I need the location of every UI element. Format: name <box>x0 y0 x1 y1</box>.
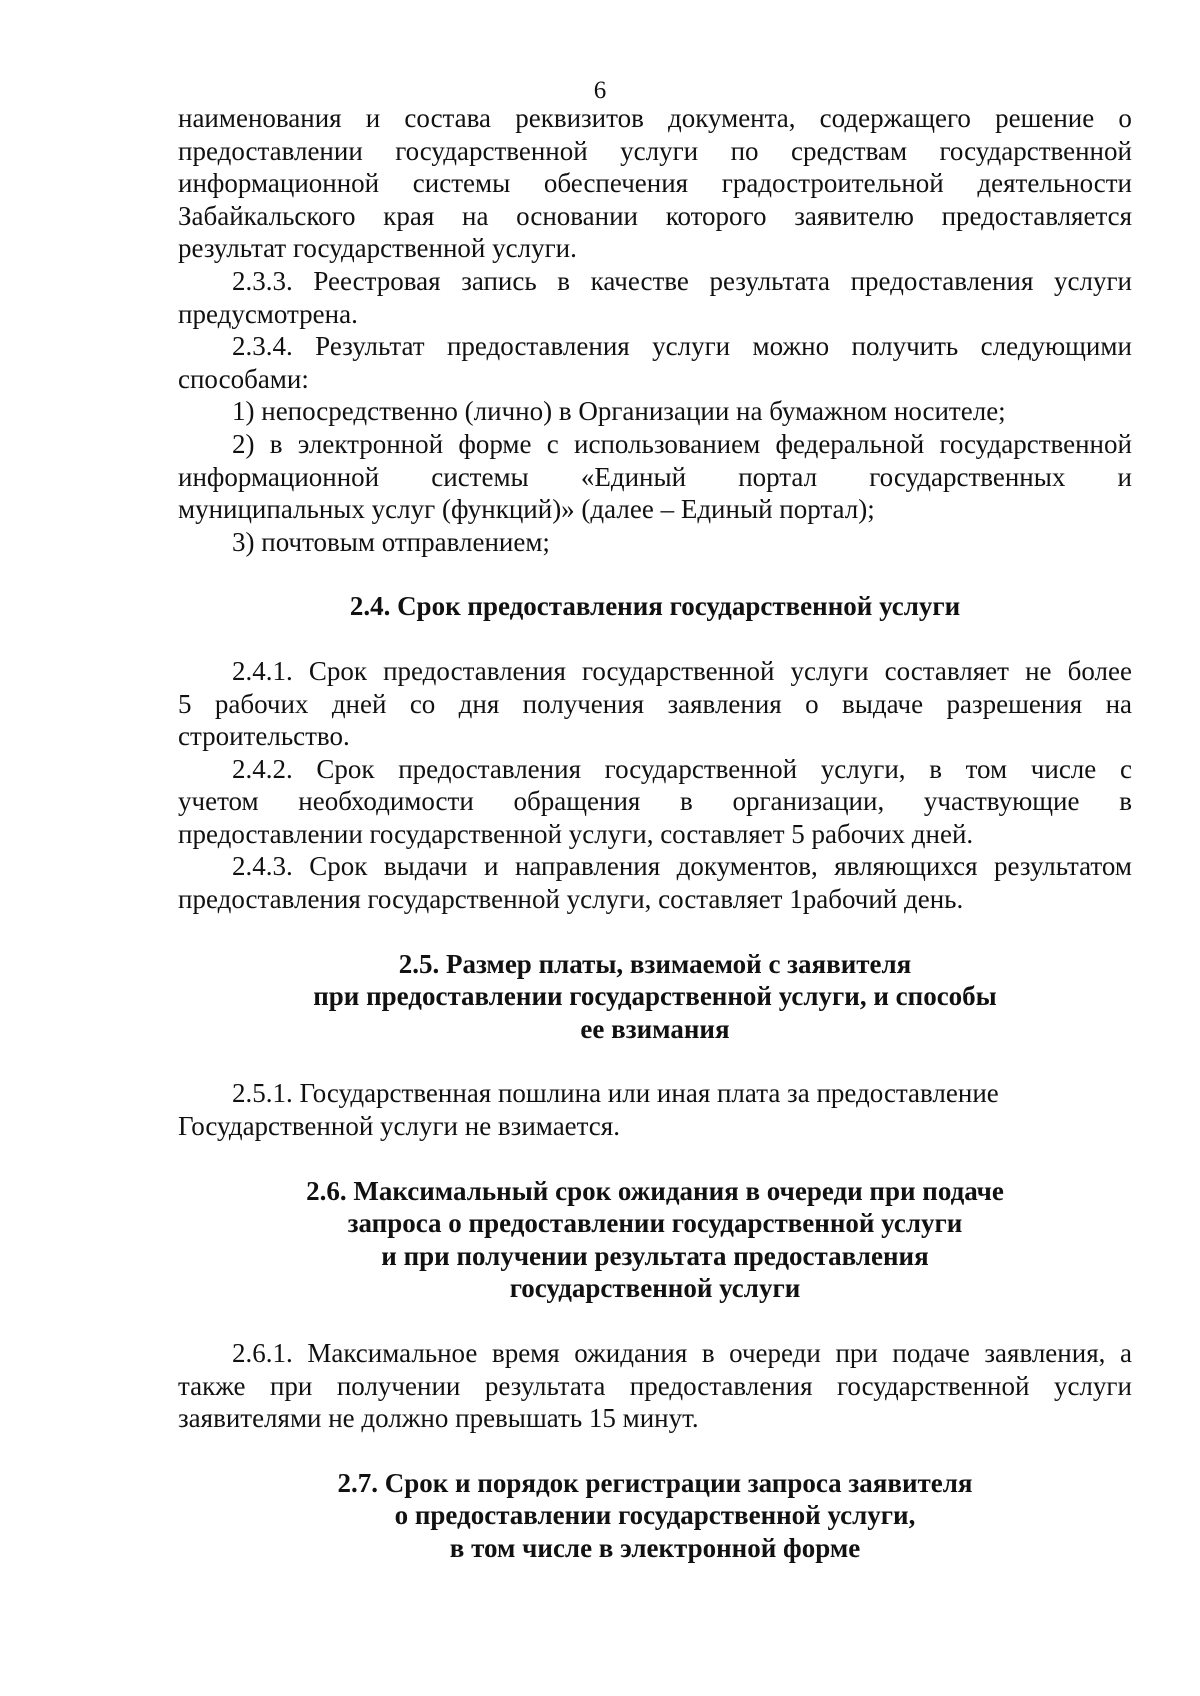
word: в <box>701 1338 715 1368</box>
word: о <box>805 688 819 719</box>
paragraph-2-4-3 <box>178 850 1132 915</box>
word: Результат <box>315 331 425 362</box>
word: государственной <box>604 753 798 784</box>
heading-line: 2.4. Срок предоставления государственной услуги <box>349 591 961 622</box>
word: направления <box>514 851 661 882</box>
page-number: 6 <box>593 77 607 104</box>
word: предоставления <box>398 753 581 784</box>
text-line <box>178 850 1132 883</box>
text-line: заявителями не должно превышать 15 минут. <box>178 1403 699 1434</box>
text-line <box>178 330 1132 363</box>
word: Срок <box>309 851 368 882</box>
document-body <box>178 102 1132 1565</box>
word: края <box>383 200 435 231</box>
word: заявления, <box>984 1338 1106 1368</box>
word: которого <box>665 200 767 231</box>
text-line: Государственной услуги не взимается. <box>178 1111 620 1142</box>
word: электронной <box>297 428 444 459</box>
word: выдаче <box>841 688 924 719</box>
word: услуги <box>1053 1370 1132 1401</box>
word: составляет <box>884 655 1009 686</box>
paragraph-2-4-1 <box>178 655 1132 753</box>
word: учетом <box>178 786 259 817</box>
word: на <box>462 200 489 231</box>
text-line <box>178 785 1132 818</box>
word: информационной <box>178 461 380 492</box>
text-line <box>178 200 1132 233</box>
word: с <box>546 428 559 459</box>
word: Реестровая <box>313 265 441 296</box>
word: услуги <box>620 135 699 166</box>
word: участвующие <box>923 786 1080 817</box>
word: результата <box>709 265 830 296</box>
word: организации, <box>732 786 885 817</box>
paragraph-2-6-1 <box>178 1337 1132 1435</box>
word: на <box>1105 688 1132 719</box>
word: качестве <box>590 265 689 296</box>
text-line: способами: <box>178 363 309 394</box>
word: в <box>929 753 942 784</box>
word: Срок <box>316 753 375 784</box>
section-heading-2-6 <box>178 1175 1132 1305</box>
word: решение <box>995 103 1095 133</box>
text-line: результат государственной услуги. <box>178 233 577 264</box>
word: с <box>1119 753 1132 784</box>
word: Срок <box>308 655 367 686</box>
word: являющихся <box>834 851 978 882</box>
word: государственных <box>869 461 1066 492</box>
word: по <box>730 135 759 166</box>
word: государственной <box>581 655 775 686</box>
word: портал <box>738 461 818 492</box>
word: государственной <box>395 135 588 166</box>
word: и <box>1117 461 1132 492</box>
word: реквизитов <box>515 103 644 133</box>
text-line: муниципальных услуг (функций)» (далее – Единый портал); <box>178 494 875 525</box>
heading-line: о предоставлении государственной услуги, <box>394 1500 916 1531</box>
paragraph-2-3-4 <box>178 330 1132 395</box>
heading-line: государственной услуги <box>509 1273 801 1304</box>
word: деятельности <box>977 168 1132 199</box>
word: форме <box>458 428 532 459</box>
word: состава <box>404 103 492 133</box>
word: обеспечения <box>543 168 689 199</box>
word: разрешения <box>946 688 1083 719</box>
text-line <box>178 428 1132 461</box>
text-line <box>178 1337 1132 1370</box>
word: получения <box>522 688 645 719</box>
paragraph-2-5-1 <box>178 1077 1132 1142</box>
word: числе <box>1030 753 1097 784</box>
word: предоставления <box>850 265 1034 296</box>
word: в <box>269 428 283 459</box>
text-line <box>178 1370 1132 1403</box>
word: документов, <box>676 851 818 882</box>
word: государственной <box>939 135 1132 166</box>
heading-line: 2.5. Размер платы, взимаемой с заявителя <box>398 948 912 979</box>
word: основании <box>516 200 638 231</box>
text-line <box>178 135 1132 168</box>
word: и <box>484 851 499 882</box>
word: предоставления <box>629 1370 813 1401</box>
word: средствам <box>790 135 908 166</box>
text-line: предусмотрена. <box>178 298 358 329</box>
word: системы <box>412 168 511 199</box>
text-line <box>178 102 1132 135</box>
word: о <box>1118 103 1132 133</box>
text-line: 2.5.1. Государственная пошлина или иная плата за предоставление <box>232 1078 999 1109</box>
word: государственной <box>837 1370 1030 1401</box>
section-heading-2-7 <box>178 1467 1132 1565</box>
text-line <box>178 265 1132 298</box>
word: результата <box>484 1370 606 1401</box>
word: предоставления <box>383 655 566 686</box>
word: результатом <box>994 851 1132 882</box>
heading-line: ее взимания <box>580 1013 730 1044</box>
word: ожидания <box>574 1338 688 1368</box>
word: заявителю <box>794 200 914 231</box>
word: выдачи <box>383 851 468 882</box>
word: следующими <box>980 331 1132 362</box>
word: можно <box>752 331 830 362</box>
word: в <box>680 786 693 817</box>
heading-line: 2.6. Максимальный срок ожидания в очереди при подаче <box>306 1175 1004 1206</box>
text-line <box>178 461 1132 494</box>
word: 2.4.3. <box>232 851 293 882</box>
word: системы <box>431 461 529 492</box>
text-line <box>178 753 1132 786</box>
word: услуги <box>1053 265 1132 296</box>
text-line <box>178 167 1132 200</box>
word: также <box>178 1370 246 1401</box>
word: наименования <box>178 103 342 133</box>
word: 5 <box>178 688 192 719</box>
word: при <box>269 1370 313 1401</box>
word: содержащего <box>819 103 971 133</box>
word: предоставлении <box>178 135 363 166</box>
word: подаче <box>892 1338 970 1368</box>
word: информационной <box>178 168 380 199</box>
word: 2.3.3. <box>232 265 293 296</box>
word: предоставляется <box>941 200 1132 231</box>
word: услуги, <box>820 753 906 784</box>
word: при <box>835 1338 878 1368</box>
word: со <box>409 688 436 719</box>
word: использованием <box>574 428 761 459</box>
text-line <box>178 688 1132 721</box>
paragraph-2-3-3 <box>178 265 1132 330</box>
list-item-2 <box>178 428 1132 526</box>
word: Максимальное <box>307 1338 478 1368</box>
list-item-3: 3) почтовым отправлением; <box>232 526 550 557</box>
word: необходимости <box>298 786 474 817</box>
word: дней <box>331 688 387 719</box>
paragraph-intro <box>178 102 1132 265</box>
word: рабочих <box>214 688 309 719</box>
word: предоставления <box>446 331 630 362</box>
word: получении <box>336 1370 461 1401</box>
word: «Единый <box>580 461 687 492</box>
heading-line: в том числе в электронной форме <box>449 1532 861 1563</box>
word: в <box>557 265 571 296</box>
text-line: предоставлении государственной услуги, составляет 5 рабочих дней. <box>178 818 974 849</box>
word: услуги <box>652 331 731 362</box>
section-heading-2-4 <box>178 590 1132 623</box>
word: документа, <box>668 103 796 133</box>
list-item-1: 1) непосредственно (лично) в Организации на бумажном носителе; <box>232 396 1006 427</box>
word: Забайкальского <box>178 200 356 231</box>
word: в <box>1119 786 1132 817</box>
word: услуги <box>790 655 869 686</box>
text-line <box>178 655 1132 688</box>
text-line: строительство. <box>178 721 350 752</box>
section-heading-2-5 <box>178 948 1132 1046</box>
word: не <box>1025 655 1052 686</box>
heading-line: при предоставлении государственной услуги, и способы <box>313 981 997 1012</box>
paragraph-2-4-2 <box>178 753 1132 851</box>
word: 2) <box>232 428 255 459</box>
word: время <box>491 1338 560 1368</box>
heading-line: и при получении результата предоставления <box>381 1240 929 1271</box>
word: очереди <box>729 1338 821 1368</box>
heading-line: 2.7. Срок и порядок регистрации запроса заявителя <box>337 1467 973 1498</box>
word: 2.6.1. <box>232 1338 293 1368</box>
word: 2.3.4. <box>232 331 293 362</box>
word: федеральной <box>775 428 925 459</box>
word: 2.4.1. <box>232 655 293 686</box>
word: а <box>1119 1338 1132 1368</box>
heading-line: запроса о предоставлении государственной услуги <box>347 1208 963 1239</box>
word: заявления <box>667 688 782 719</box>
word: дня <box>458 688 500 719</box>
word: том <box>965 753 1008 784</box>
word: государственной <box>939 428 1132 459</box>
word: 2.4.2. <box>232 753 293 784</box>
word: обращения <box>513 786 641 817</box>
word: получить <box>851 331 959 362</box>
word: градостроительной <box>721 168 944 199</box>
text-line: предоставления государственной услуги, составляет 1рабочий день. <box>178 884 964 915</box>
word: более <box>1067 655 1132 686</box>
word: и <box>365 103 381 133</box>
word: запись <box>461 265 537 296</box>
